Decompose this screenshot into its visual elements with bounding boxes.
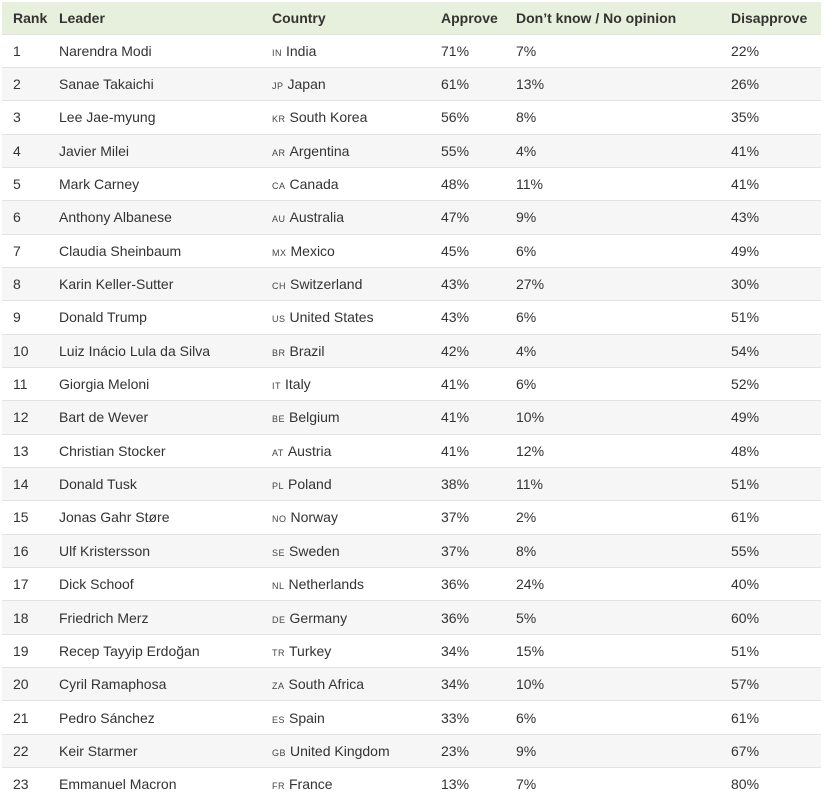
rank-cell: 10 xyxy=(13,342,29,359)
dont-know-cell: 24% xyxy=(516,576,545,593)
country-name: Norway xyxy=(290,509,338,526)
table-row xyxy=(2,101,821,134)
dont-know-cell: 15% xyxy=(516,642,545,659)
approve-cell: 45% xyxy=(441,242,470,259)
disapprove-cell: 60% xyxy=(731,609,760,626)
approve-cell: 56% xyxy=(441,109,470,126)
dont-know-cell: 6% xyxy=(516,242,537,259)
country-name: India xyxy=(286,42,317,59)
country-name: United Kingdom xyxy=(290,742,390,759)
country-code: BE xyxy=(272,414,286,425)
dont-know-cell: 11% xyxy=(516,176,543,193)
table-body xyxy=(2,34,821,801)
country-cell xyxy=(261,67,430,100)
country-name: Spain xyxy=(289,709,325,726)
leader-cell: Recep Tayyip Erdoğan xyxy=(59,642,200,659)
leader-cell: Giorgia Meloni xyxy=(59,376,150,393)
approve-cell: 37% xyxy=(441,509,470,526)
leader-cell: Friedrich Merz xyxy=(59,609,149,626)
table-row xyxy=(2,334,821,367)
approve-cell: 42% xyxy=(441,342,470,359)
country-code: KR xyxy=(272,114,286,125)
table-row xyxy=(2,201,821,234)
table-row xyxy=(2,434,821,467)
header-leader[interactable]: Leader xyxy=(59,9,105,26)
disapprove-cell: 35% xyxy=(731,109,760,126)
rank-cell: 13 xyxy=(13,442,29,459)
dont-know-cell: 8% xyxy=(516,109,537,126)
disapprove-cell: 30% xyxy=(731,276,760,293)
disapprove-cell: 40% xyxy=(731,576,760,593)
country-code: JP xyxy=(272,81,284,92)
table-row xyxy=(2,367,821,400)
country-cell xyxy=(261,634,430,667)
disapprove-cell: 51% xyxy=(731,642,760,659)
leader-cell: Ulf Kristersson xyxy=(59,542,151,559)
table-row xyxy=(2,401,821,434)
header-row xyxy=(2,2,821,34)
dont-know-cell: 10% xyxy=(516,409,545,426)
country-name: Mexico xyxy=(290,242,335,259)
leader-cell: Emmanuel Macron xyxy=(59,776,177,793)
approve-cell: 48% xyxy=(441,176,470,193)
rank-cell: 7 xyxy=(13,242,21,259)
approve-cell: 41% xyxy=(441,442,470,459)
country-code: SE xyxy=(272,547,286,558)
approve-cell: 36% xyxy=(441,576,470,593)
header-country[interactable]: Country xyxy=(272,9,326,26)
rank-cell: 3 xyxy=(13,109,21,126)
rank-cell: 11 xyxy=(13,376,28,393)
dont-know-cell: 6% xyxy=(516,309,537,326)
approve-cell: 43% xyxy=(441,309,470,326)
leader-cell: Donald Tusk xyxy=(59,476,137,493)
approve-cell: 41% xyxy=(441,409,470,426)
rank-cell: 23 xyxy=(13,776,29,793)
leader-cell: Sanae Takaichi xyxy=(59,76,154,93)
table-row xyxy=(2,634,821,667)
country-cell xyxy=(261,768,430,801)
leader-cell: Luiz Inácio Lula da Silva xyxy=(59,342,210,359)
country-cell xyxy=(261,234,430,267)
country-cell xyxy=(261,367,430,400)
dont-know-cell: 5% xyxy=(516,609,537,626)
leader-cell: Dick Schoof xyxy=(59,576,134,593)
approval-table-container xyxy=(2,2,821,801)
leader-cell: Pedro Sánchez xyxy=(59,709,155,726)
rank-cell: 14 xyxy=(13,476,29,493)
table-row xyxy=(2,67,821,100)
header-dont-know[interactable]: Don’t know / No opinion xyxy=(516,9,677,26)
country-name: Belgium xyxy=(289,409,340,426)
disapprove-cell: 26% xyxy=(731,76,760,93)
country-code: BR xyxy=(272,347,286,358)
approve-cell: 37% xyxy=(441,542,470,559)
country-cell xyxy=(261,734,430,767)
approve-cell: 43% xyxy=(441,276,470,293)
dont-know-cell: 9% xyxy=(516,742,537,759)
country-name: Sweden xyxy=(289,542,340,559)
disapprove-cell: 57% xyxy=(731,676,760,693)
leader-cell: Keir Starmer xyxy=(59,742,138,759)
country-code: ZA xyxy=(272,681,285,692)
disapprove-cell: 61% xyxy=(731,509,760,526)
disapprove-cell: 51% xyxy=(731,476,760,493)
rank-cell: 20 xyxy=(13,676,29,693)
table-header xyxy=(2,2,821,34)
disapprove-cell: 22% xyxy=(731,42,760,59)
approve-cell: 71% xyxy=(441,42,470,59)
leader-cell: Anthony Albanese xyxy=(59,209,172,226)
country-code: US xyxy=(272,314,286,325)
country-cell xyxy=(261,301,430,334)
leader-cell: Narendra Modi xyxy=(59,42,152,59)
rank-cell: 5 xyxy=(13,176,21,193)
approve-cell: 34% xyxy=(441,676,470,693)
disapprove-cell: 61% xyxy=(731,709,760,726)
country-cell xyxy=(261,34,430,67)
disapprove-cell: 51% xyxy=(731,309,760,326)
leader-cell: Karin Keller-Sutter xyxy=(59,276,174,293)
leader-cell: Christian Stocker xyxy=(59,442,166,459)
disapprove-cell: 49% xyxy=(731,409,760,426)
approve-cell: 36% xyxy=(441,609,470,626)
country-name: Argentina xyxy=(289,142,350,159)
country-name: Poland xyxy=(288,476,332,493)
table-row xyxy=(2,134,821,167)
dont-know-cell: 6% xyxy=(516,376,537,393)
dont-know-cell: 7% xyxy=(516,776,537,793)
country-name: South Korea xyxy=(289,109,368,126)
dont-know-cell: 9% xyxy=(516,209,537,226)
country-code: PL xyxy=(272,481,285,492)
disapprove-cell: 43% xyxy=(731,209,760,226)
approve-cell: 47% xyxy=(441,209,470,226)
dont-know-cell: 10% xyxy=(516,676,545,693)
country-name: Japan xyxy=(287,76,326,93)
table-row xyxy=(2,701,821,734)
country-name: Australia xyxy=(289,209,344,226)
country-name: South Africa xyxy=(288,676,365,693)
table-row xyxy=(2,734,821,767)
country-code: IT xyxy=(272,381,281,392)
table-row xyxy=(2,768,821,801)
country-name: Canada xyxy=(289,176,339,193)
country-cell xyxy=(261,434,430,467)
country-cell xyxy=(261,534,430,567)
country-cell xyxy=(261,267,430,300)
country-cell xyxy=(261,134,430,167)
dont-know-cell: 4% xyxy=(516,342,537,359)
disapprove-cell: 41% xyxy=(731,142,760,159)
approve-cell: 33% xyxy=(441,709,470,726)
dont-know-cell: 4% xyxy=(516,142,537,159)
rank-cell: 16 xyxy=(13,542,29,559)
approve-cell: 61% xyxy=(441,76,470,93)
country-cell xyxy=(261,601,430,634)
country-cell xyxy=(261,701,430,734)
rank-cell: 6 xyxy=(13,209,21,226)
country-name: Netherlands xyxy=(288,576,365,593)
leader-cell: Claudia Sheinbaum xyxy=(59,242,182,259)
country-cell xyxy=(261,501,430,534)
country-cell xyxy=(261,167,430,200)
country-name: Germany xyxy=(289,609,348,626)
rank-cell: 15 xyxy=(13,509,29,526)
country-code: CH xyxy=(272,281,286,292)
country-code: GB xyxy=(272,747,287,758)
disapprove-cell: 49% xyxy=(731,242,760,259)
leader-cell: Donald Trump xyxy=(59,309,147,326)
approve-cell: 41% xyxy=(441,376,470,393)
rank-cell: 4 xyxy=(13,142,21,159)
country-cell xyxy=(261,668,430,701)
country-cell xyxy=(261,467,430,500)
disapprove-cell: 54% xyxy=(731,342,760,359)
rank-cell: 18 xyxy=(13,609,29,626)
country-code: NL xyxy=(272,581,285,592)
table-row xyxy=(2,668,821,701)
rank-cell: 2 xyxy=(13,76,21,93)
country-cell xyxy=(261,201,430,234)
country-code: TR xyxy=(272,647,285,658)
country-name: United States xyxy=(289,309,374,326)
dont-know-cell: 7% xyxy=(516,42,537,59)
table-row xyxy=(2,34,821,67)
table-row xyxy=(2,234,821,267)
leader-cell: Mark Carney xyxy=(59,176,140,193)
table-row xyxy=(2,267,821,300)
rank-cell: 12 xyxy=(13,409,29,426)
disapprove-cell: 67% xyxy=(731,742,760,759)
table-row xyxy=(2,467,821,500)
rank-cell: 8 xyxy=(13,276,21,293)
country-code: CA xyxy=(272,181,286,192)
leader-approval-table xyxy=(2,2,821,801)
approve-cell: 38% xyxy=(441,476,470,493)
country-code: IN xyxy=(272,47,282,58)
rank-cell: 17 xyxy=(13,576,29,593)
country-code: AT xyxy=(272,447,284,458)
header-rank[interactable]: Rank xyxy=(13,9,48,26)
country-name: France xyxy=(289,776,333,793)
country-name: Switzerland xyxy=(290,276,363,293)
dont-know-cell: 12% xyxy=(516,442,545,459)
approve-cell: 55% xyxy=(441,142,470,159)
country-cell xyxy=(261,334,430,367)
country-code: FR xyxy=(272,781,285,792)
leader-cell: Cyril Ramaphosa xyxy=(59,676,167,693)
disapprove-cell: 55% xyxy=(731,542,760,559)
leader-cell: Lee Jae-myung xyxy=(59,109,156,126)
dont-know-cell: 6% xyxy=(516,709,537,726)
country-cell xyxy=(261,101,430,134)
disapprove-cell: 48% xyxy=(731,442,760,459)
rank-cell: 1 xyxy=(13,42,21,59)
leader-cell: Bart de Wever xyxy=(59,409,149,426)
country-code: DE xyxy=(272,614,286,625)
table-row xyxy=(2,568,821,601)
leader-cell: Javier Milei xyxy=(59,142,130,159)
dont-know-cell: 11% xyxy=(516,476,543,493)
disapprove-cell: 52% xyxy=(731,376,760,393)
rank-cell: 9 xyxy=(13,309,21,326)
rank-cell: 21 xyxy=(13,709,29,726)
table-row xyxy=(2,167,821,200)
dont-know-cell: 8% xyxy=(516,542,537,559)
disapprove-cell: 41% xyxy=(731,176,760,193)
country-name: Turkey xyxy=(289,642,332,659)
country-code: NO xyxy=(272,514,287,525)
country-code: AU xyxy=(272,214,286,225)
country-name: Austria xyxy=(287,442,332,459)
leader-cell: Jonas Gahr Støre xyxy=(59,509,170,526)
dont-know-cell: 13% xyxy=(516,76,545,93)
country-cell xyxy=(261,401,430,434)
disapprove-cell: 80% xyxy=(731,776,760,793)
dont-know-cell: 2% xyxy=(516,509,537,526)
approve-cell: 34% xyxy=(441,642,470,659)
table-row xyxy=(2,601,821,634)
rank-cell: 22 xyxy=(13,742,29,759)
approve-cell: 23% xyxy=(441,742,470,759)
approve-cell: 13% xyxy=(441,776,470,793)
table-row xyxy=(2,301,821,334)
country-name: Brazil xyxy=(289,342,325,359)
header-disapprove[interactable]: Disapprove xyxy=(731,9,808,26)
country-cell xyxy=(261,568,430,601)
header-approve[interactable]: Approve xyxy=(441,9,498,26)
country-code: ES xyxy=(272,714,286,725)
table-row xyxy=(2,534,821,567)
country-code: AR xyxy=(272,147,286,158)
country-name: Italy xyxy=(285,376,311,393)
country-code: MX xyxy=(272,247,287,258)
table-row xyxy=(2,501,821,534)
dont-know-cell: 27% xyxy=(516,276,545,293)
rank-cell: 19 xyxy=(13,642,29,659)
